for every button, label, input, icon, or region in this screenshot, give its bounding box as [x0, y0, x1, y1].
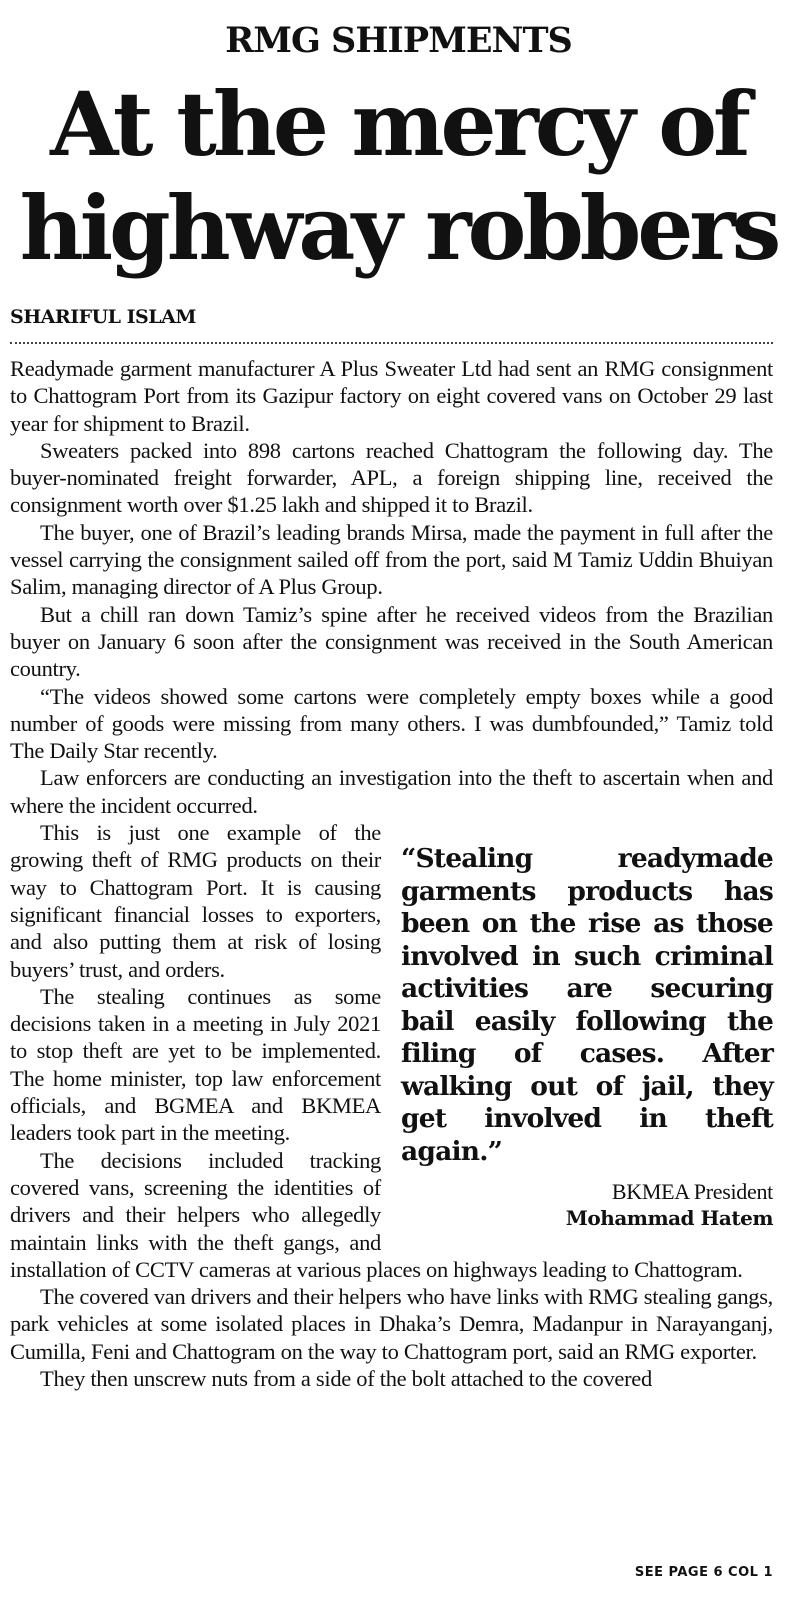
paragraph-2: Sweaters packed into 898 cartons reached Chattogram the following day. The buyer-nominated freight forwarder, APL, a foreign shipping line, received the consignment worth over $1.25 lakh and shipped it to Brazil. [10, 437, 773, 518]
headline: At the mercy of highway robbers [19, 72, 778, 280]
paragraph-3: The buyer, one of Brazil’s leading brands Mirsa, made the payment in full after the vessel carrying the consignment sailed off from the port, said M Tamiz Uddin Bhuiyan Salim, managing director of A Plus Group. [10, 519, 773, 600]
section-kicker: RMG SHIPMENTS [225, 20, 572, 61]
pull-quote-text: “Stealing readymade garments products has been on the rise as those involved in such criminal activities are securing bail easily following the filing of cases. After walking out of jail, they get involved in theft again.” [401, 843, 773, 1167]
article-body [10, 355, 773, 1392]
paragraph-1: Readymade garment manufacturer A Plus Sweater Ltd had sent an RMG consignment to Chattogram Port from its Gazipur factory on eight covered vans on October 29 last year for shipment to Brazil. [10, 356, 773, 436]
jump-line: SEE PAGE 6 COL 1 [634, 1565, 773, 1580]
paragraph-7: This is just one example of the growing theft of RMG products on their way to Chattogram Port. It is causing significant financial losses to exporters, and also putting them at risk of losing buyers’ trust, and orders. [10, 820, 381, 982]
paragraph-11: They then unscrew nuts from a side of the bolt attached to the covered [40, 1365, 652, 1391]
pull-quote [401, 843, 773, 1232]
pull-quote-role: BKMEA President [611, 1179, 773, 1205]
byline: SHARIFUL ISLAM [10, 306, 196, 328]
paragraph-4: But a chill ran down Tamiz’s spine after he received videos from the Brazilian buyer on January 6 soon after the consignment was received in the South American country. [10, 601, 773, 682]
paragraph-9: The decisions included tracking covered vans, screening the identities of drivers and their helpers who allegedly maintain links with the theft gangs, and installation of CCTV cameras at various places on highways leading to Chattogram. [10, 1147, 743, 1282]
dotted-divider [10, 342, 773, 344]
paragraph-10: The covered van drivers and their helpers who have links with RMG stealing gangs, park vehicles at some isolated places in Dhaka’s Demra, Madanpur in Narayanganj, Cumilla, Feni and Chattogram on the way to Chattogram port, said an RMG exporter. [10, 1284, 774, 1364]
paragraph-6: Law enforcers are conducting an investigation into the theft to ascertain when and where the incident occurred. [10, 765, 773, 818]
paragraph-5: “The videos showed some cartons were completely empty boxes while a good number of goods were missing from many others. I was dumbfounded,” Tamiz told The Daily Star recently. [10, 683, 773, 764]
pull-quote-name: Mohammad Hatem [565, 1206, 773, 1231]
paragraph-8: The stealing continues as some decisions taken in a meeting in July 2021 to stop theft are yet to be implemented. The home minister, top law enforcement officials, and BGMEA and BKMEA leaders took part in the meeting. [10, 983, 381, 1146]
